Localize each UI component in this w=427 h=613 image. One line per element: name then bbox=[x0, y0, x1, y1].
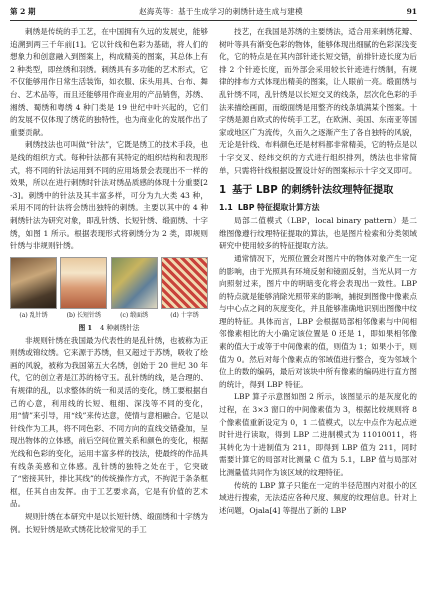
paragraph: LBP 算子示意图如图 2 所示，该图显示的是灰度化的过程，在 3×3 窗口的中间像素值为 3，根据比较规则将 8 个像素值重新设定为 0，1 二值模式，以左中点作为起点逆时针进行读取，得到 LBP 二进制模式为 11010011，将其转化为十进制值为 211，即得到 LBP 值为 211，同时需要计算它的局部对比测量 C 值为 5.1，LBP 值与局部对比测量值共同作为该区域的纹理特征。 bbox=[219, 392, 417, 477]
right-column bbox=[219, 26, 417, 536]
subfigure-label: (b) 长短针绣 bbox=[66, 311, 102, 319]
subsection-heading bbox=[219, 202, 417, 214]
paragraph: 传统的 LBP 算子只能在一定的半径范围内对很小的区域进行搜索，无法适应各种尺度、频度的纹理信息。针对上述问题，Ojala[4] 等提出了新的 LBP bbox=[219, 480, 417, 515]
paragraph: 刺绣是传统的手工艺，在中国拥有久远的发展史，能够追溯到两三千年前[1]。它以针线和色彩为基础，将人们的想象力和创意融入到图案上，构成精美的图案，其总体上有 2 种类型，即丝绣和羽绣。刺绣具有多功能的艺术形式，它不仅能够用作日常生活装饰，如衣服、床头用具、台布、舞台、艺术品等，而且还能够用作商业用的产品销售，苏绣、湘绣、蜀绣和粤绣 4 种门类是 19 世纪中叶兴起的，它们的发展不仅体现了绣花的独特性，也为商业化的发展作出了重要贡献。 bbox=[10, 27, 208, 137]
left-column bbox=[10, 26, 208, 536]
paragraph: 非规则针绣在我国最为代表性的是乱针绣，也被称为正则绣或锦纹绣。它来源于苏绣，但又超过于苏绣，吸收了绘画的风貌，被称为我国第五大名绣，创始于 20 世纪 30 年代，它的创立者是江苏的杨守玉。乱针绣的线，是合理的、有规律的乱，以求整体的统一和灵活的变化，绣工要根据自己的心意，利用线的长短、粗细、深浅等不同的变化，用“情”来引导，用“线”来传达意，使情与意相融合。它是以针线作为工具，将不同色彩、不同方向的直线交错叠加，呈现出物体的立体感，前后空间位置关系和颜色的变化，根据光线和色彩的变化，运用丰富多样的技法，使最终的作品具有线条美感和立体感。乱针绣的独特之处在于，它突破了“密接其针，排比其线”的传统操作方式，不拘泥于条条框框，任其自由发挥。由于工艺要求高，它是有价值的艺术品。 bbox=[10, 335, 208, 509]
paragraph: 通常情况下，光照位置会对图片中的物体对象产生一定的影响，由于光照具有环境反射和镜面反射，当光从同一方向照射过来，图片中的明暗变化将会表现出一致性。LBP 的特点就是能够消除光照带来的影响，捕捉到图像中像素点与中心点之间的灰度变化，并且能够准确地识别出图像中纹理的特征。具体而言，LBP 会根据局部相邻像素与中间相邻像素相比的大小确定该位置是 0 还是 1，即如果相邻像素的值大于或等于中间像素的值，则值为 1；如果小于，则值为 0。然后对每个像素点的邻域值进行整合，变为邻域个位上的数的编码，最后对该块中所有像素的编码进行直方图的统计，得到 LBP 特征。 bbox=[219, 253, 417, 389]
page-number: 91 bbox=[406, 7, 417, 16]
subfigure-label: (a) 乱针绣 bbox=[19, 311, 48, 319]
paragraph: 刺绣技法也可叫做“针法”，它既是绣工的技术手段，也是线的组织方式。每种针法都有其特定的组织结构和表现形式，将不同的针法运用到不同的应用场景会表现出不一样的效果，所以在进行刺绣时针法对绣品质感的体现十分重要[2-3]。刺绣中的针法及其丰富多样，可分为九大类 43 种，采用不同的针法将会绣出独特的刺绣。主要以其中的 4 种刺绣针法为研究对象，即乱针绣、长短针绣、缎面绣、十字绣，如图 1 所示。根据表现形式将刺绣分为 2 类，即规则针绣与非规则针绣。 bbox=[10, 140, 208, 251]
paragraph: 技艺，在我国是苏绣的主要绣法，适合用来刺绣花瓣、树叶等具有渐变色彩的物体，能够体现出细腻的色彩深浅变化，它的特点是在其内部针迹长短交错，前排针迹长度为后排 2 个针迹长度，而外部会采用较长针迹进行绣制，有规律的排布方式体现出精美的图案，让人眼前一亮。缎面绣与乱针绣不同，乱针绣是以长短交叉的线条，层次化色彩的手法来描绘画面，而缎面绣是用整齐的线条填满某个图案。十字绣是源自欧式的传统手工艺，在欧洲、美国、东南亚等国家或地区广为流传，久而久之逐渐产生了各自独特的风貌，无论是针线、布料颜色还是材料都非常精美，它的特点是以十字交叉、经纬交织的方式进行组织排列，绣法也非常简单，只需将针线根据设置设计好的图案标示十字交叉即可。 bbox=[219, 27, 417, 175]
paragraph: 局部二值模式（LBP，local binary pattern）是二维图像遵行纹理特征提取的算法，也是图片检索和分类领域研究中使用较多的特征提取方法。 bbox=[219, 216, 417, 251]
section-number: 1 bbox=[219, 185, 227, 197]
subsection-title: LBP 特征提取计算方法 bbox=[237, 203, 320, 213]
issue-label: 第 2 期 bbox=[10, 7, 36, 16]
subfigure-a bbox=[10, 257, 57, 320]
section-heading bbox=[219, 184, 417, 198]
embroidery-photo-satin-stitch bbox=[111, 257, 158, 309]
subfigure-c bbox=[111, 257, 158, 320]
figure-images bbox=[10, 257, 208, 320]
subfigure-d bbox=[161, 257, 208, 320]
embroidery-photo-random-stitch bbox=[10, 257, 57, 309]
figure-number: 图 1 bbox=[78, 323, 93, 332]
subfigure-label: (d) 十字绣 bbox=[170, 311, 199, 319]
embroidery-photo-cross-stitch bbox=[161, 257, 208, 309]
embroidery-photo-long-short-stitch bbox=[60, 257, 107, 309]
two-column-body bbox=[10, 26, 417, 536]
subfigure-label: (c) 缎面绣 bbox=[120, 311, 149, 319]
section-title: 基于 LBP 的刺绣针法纹理特征提取 bbox=[232, 185, 394, 197]
subsection-number: 1.1 bbox=[219, 203, 233, 213]
figure-1 bbox=[10, 257, 208, 333]
figure-caption-text: 4 种刺绣针法 bbox=[100, 323, 140, 332]
running-title: 赵海英等：基于生成学习的刺绣针迹生成与建模 bbox=[139, 7, 303, 16]
running-header bbox=[10, 4, 417, 21]
figure-caption bbox=[10, 323, 208, 333]
paragraph: 规则针绣在本研究中是以长短针绣、缎面绣和十字绣为例。长短针绣是欧式绣花比较常见的手工 bbox=[10, 512, 208, 534]
subfigure-b bbox=[60, 257, 107, 320]
